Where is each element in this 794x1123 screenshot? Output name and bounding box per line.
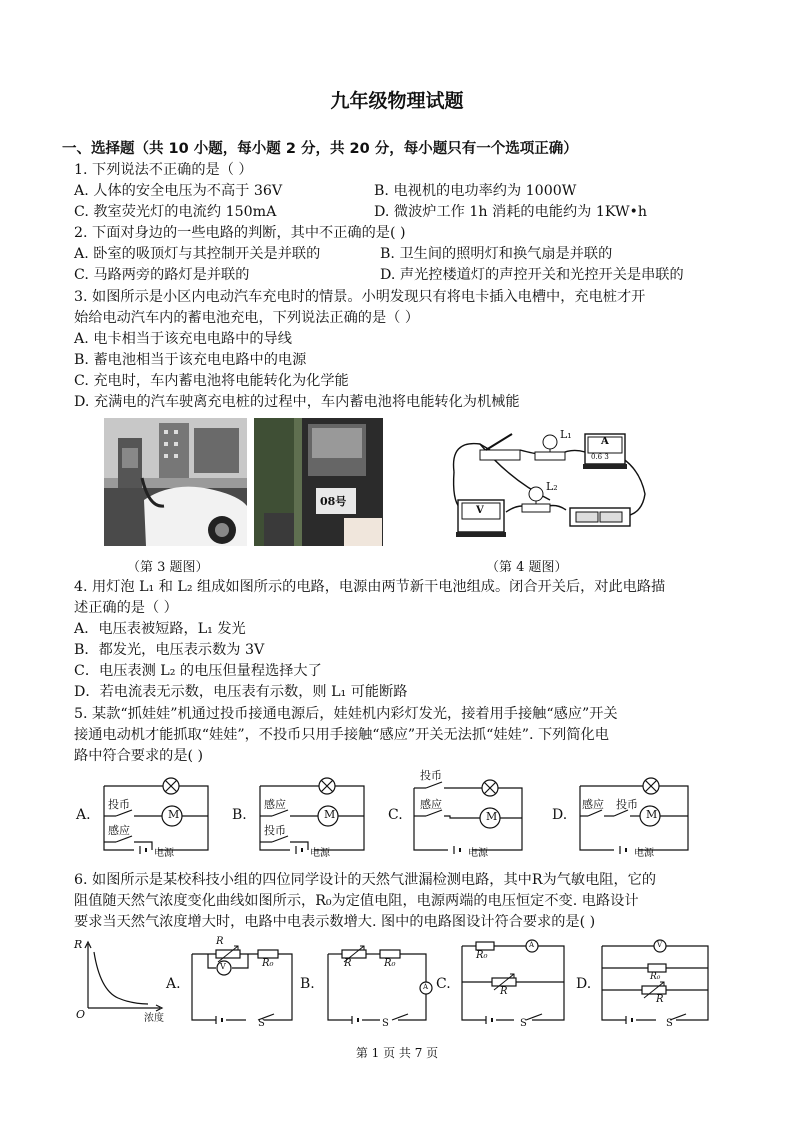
graph-y-label: R xyxy=(74,938,83,951)
q2-option-b: B. 卫生间的照明灯和换气扇是并联的 xyxy=(380,246,613,262)
q6-letter-d: D. xyxy=(576,976,592,992)
q6c-r0-label: R₀ xyxy=(476,950,488,961)
q6-resistance-graph xyxy=(74,938,172,1024)
q6-circuit-b xyxy=(322,938,434,1030)
q4-option-b: B．都发光，电压表示数为 3V xyxy=(74,642,265,658)
q5-stem-line1: 5. 某款“抓娃娃”机通过投币接通电源后，娃娃机内彩灯发光，接着用手接触“感应”开关 xyxy=(74,706,618,722)
q1-stem: 1. 下列说法不正确的是（ ） xyxy=(74,162,253,178)
q3-option-b: B. 蓄电池相当于该充电电路中的电源 xyxy=(74,352,307,368)
q1-option-d: D. 微波炉工作 1h 消耗的电能约为 1KW•h xyxy=(374,204,648,220)
card-label: 08号 xyxy=(320,495,347,508)
q6-letter-a: A. xyxy=(166,976,181,992)
q4-stem-line1: 4. 用灯泡 L₁ 和 L₂ 组成如图所示的电路，电源由两节新干电池组成。闭合开关后，对此电路描 xyxy=(74,579,666,595)
q5b-sense-label: 感应 xyxy=(264,798,286,811)
q2-option-c: C. 马路两旁的路灯是并联的 xyxy=(74,267,250,283)
q4-option-d: D．若电流表无示数，电压表有示数，则 L₁ 可能断路 xyxy=(74,684,408,700)
q3-option-a: A. 电卡相当于该充电电路中的导线 xyxy=(74,331,292,347)
car-charging-photo xyxy=(104,418,247,546)
q5c-coin-label: 投币 xyxy=(420,769,442,782)
q3-option-c: C. 充电时，车内蓄电池将电能转化为化学能 xyxy=(74,373,349,389)
section-heading: 一、选择题（共 10 小题，每小题 2 分，共 20 分，每小题只有一个选项正确） xyxy=(62,141,578,157)
q5a-sense-label: 感应 xyxy=(108,824,130,837)
ammeter-scale: 0.6 3 xyxy=(591,453,609,461)
q5b-power-label: 电源 xyxy=(310,848,330,859)
voltmeter-label: V xyxy=(476,505,484,516)
q3-stem-line2: 始给电动汽车内的蓄电池充电，下列说法正确的是（ ） xyxy=(74,310,420,326)
q5d-sense-label: 感应 xyxy=(582,798,604,811)
q4-circuit-picture xyxy=(440,420,660,540)
q5-stem-line2: 接通电动机才能抓取“娃娃”，不投币只用手接触“感应”开关无法抓“娃娃”. 下列简化电 xyxy=(74,727,609,743)
q6d-switch-label: S xyxy=(666,1018,673,1029)
q6b-switch-label: S xyxy=(382,1018,389,1029)
graph-x-label: 浓度 xyxy=(144,1013,164,1024)
q5-letter-c: C. xyxy=(388,807,403,823)
q5d-power-label: 电源 xyxy=(634,848,654,859)
q6b-r-label: R xyxy=(344,958,352,969)
q6a-r0-label: R₀ xyxy=(262,958,274,969)
q2-option-a: A. 卧室的吸顶灯与其控制开关是并联的 xyxy=(74,246,321,262)
page-number: 第 1 页 共 7 页 xyxy=(355,1046,439,1060)
q5-stem-line3: 路中符合要求的是( ) xyxy=(74,748,204,764)
q6c-r-label: R xyxy=(500,986,508,997)
q5-circuit-d xyxy=(572,766,696,858)
q6-stem-line3: 要求当天然气浓度增大时，电路中电表示数增大. 图中的电路图设计符合要求的是( ) xyxy=(74,914,596,930)
card-slot-photo xyxy=(254,418,383,546)
q5c-sense-label: 感应 xyxy=(420,798,442,811)
q1-option-a: A. 人体的安全电压为不高于 36V xyxy=(74,183,283,199)
q5-letter-a: A. xyxy=(76,807,91,823)
q3-stem-line1: 3. 如图所示是小区内电动汽车充电时的情景。小明发现只有将电卡插入电槽中，充电桩才开 xyxy=(74,289,646,305)
q5a-motor-label: M xyxy=(168,808,180,821)
q5c-power-label: 电源 xyxy=(468,848,488,859)
q4-option-c: C．电压表测 L₂ 的电压但量程选择大了 xyxy=(74,663,322,679)
q5d-coin-label: 投币 xyxy=(616,798,638,811)
q6-circuit-a xyxy=(186,938,298,1030)
page-title: 九年级物理试题 xyxy=(330,90,464,112)
ammeter-label: A xyxy=(601,436,609,447)
q5-letter-b: B. xyxy=(232,807,247,823)
q6a-r-label: R xyxy=(216,936,224,947)
q6c-switch-label: S xyxy=(520,1018,527,1029)
q5-circuit-c xyxy=(406,764,530,858)
q6c-ammeter-label: A xyxy=(529,941,535,949)
bulb-l1-label: L₁ xyxy=(560,428,572,441)
q5a-power-label: 电源 xyxy=(154,848,174,859)
q5b-coin-label: 投币 xyxy=(264,824,286,837)
q2-stem: 2. 下面对身边的一些电路的判断，其中不正确的是( ) xyxy=(74,225,406,241)
q6d-r-label: R xyxy=(656,994,664,1005)
q6-stem-line1: 6. 如图所示是某校科技小组的四位同学设计的天然气泄漏检测电路，其中R为气敏电阻，它的 xyxy=(74,872,657,888)
q5a-coin-label: 投币 xyxy=(108,798,130,811)
q6-letter-c: C. xyxy=(436,976,451,992)
q6-stem-line2: 阻值随天然气浓度变化曲线如图所示，R₀为定值电阻，电源两端的电压恒定不变. 电路设计 xyxy=(74,893,639,909)
q6-circuit-c xyxy=(456,936,572,1030)
q3-figure-caption: （第 3 题图） xyxy=(127,560,209,575)
q6b-ammeter-label: A xyxy=(423,983,429,991)
q5d-motor-label: M xyxy=(646,808,658,821)
q5-circuit-a xyxy=(96,766,216,858)
q5b-motor-label: M xyxy=(324,808,336,821)
q6a-switch-label: S xyxy=(258,1018,265,1029)
graph-origin-label: O xyxy=(76,1008,86,1021)
q5-letter-d: D. xyxy=(552,807,568,823)
q6-circuit-d xyxy=(596,934,716,1030)
q4-stem-line2: 述正确的是（ ） xyxy=(74,600,178,616)
q6d-voltmeter-label: V xyxy=(657,941,663,949)
q3-option-d: D. 充满电的汽车驶离充电桩的过程中，车内蓄电池将电能转化为机械能 xyxy=(74,394,520,410)
q2-option-d: D. 声光控楼道灯的声控开关和光控开关是串联的 xyxy=(380,267,684,283)
q1-option-b: B. 电视机的电功率约为 1000W xyxy=(374,183,577,199)
q4-figure-caption: （第 4 题图） xyxy=(486,560,568,575)
bulb-l2-label: L₂ xyxy=(546,480,558,493)
q5-circuit-b xyxy=(252,766,372,858)
q1-option-c: C. 教室荧光灯的电流约 150mA xyxy=(74,204,277,220)
q6-letter-b: B. xyxy=(300,976,315,992)
q6a-voltmeter-label: V xyxy=(220,962,226,971)
q6b-r0-label: R₀ xyxy=(384,958,396,969)
q4-option-a: A．电压表被短路，L₁ 发光 xyxy=(74,621,246,637)
q5c-motor-label: M xyxy=(486,810,498,823)
q6d-r0-label: R₀ xyxy=(650,972,661,982)
